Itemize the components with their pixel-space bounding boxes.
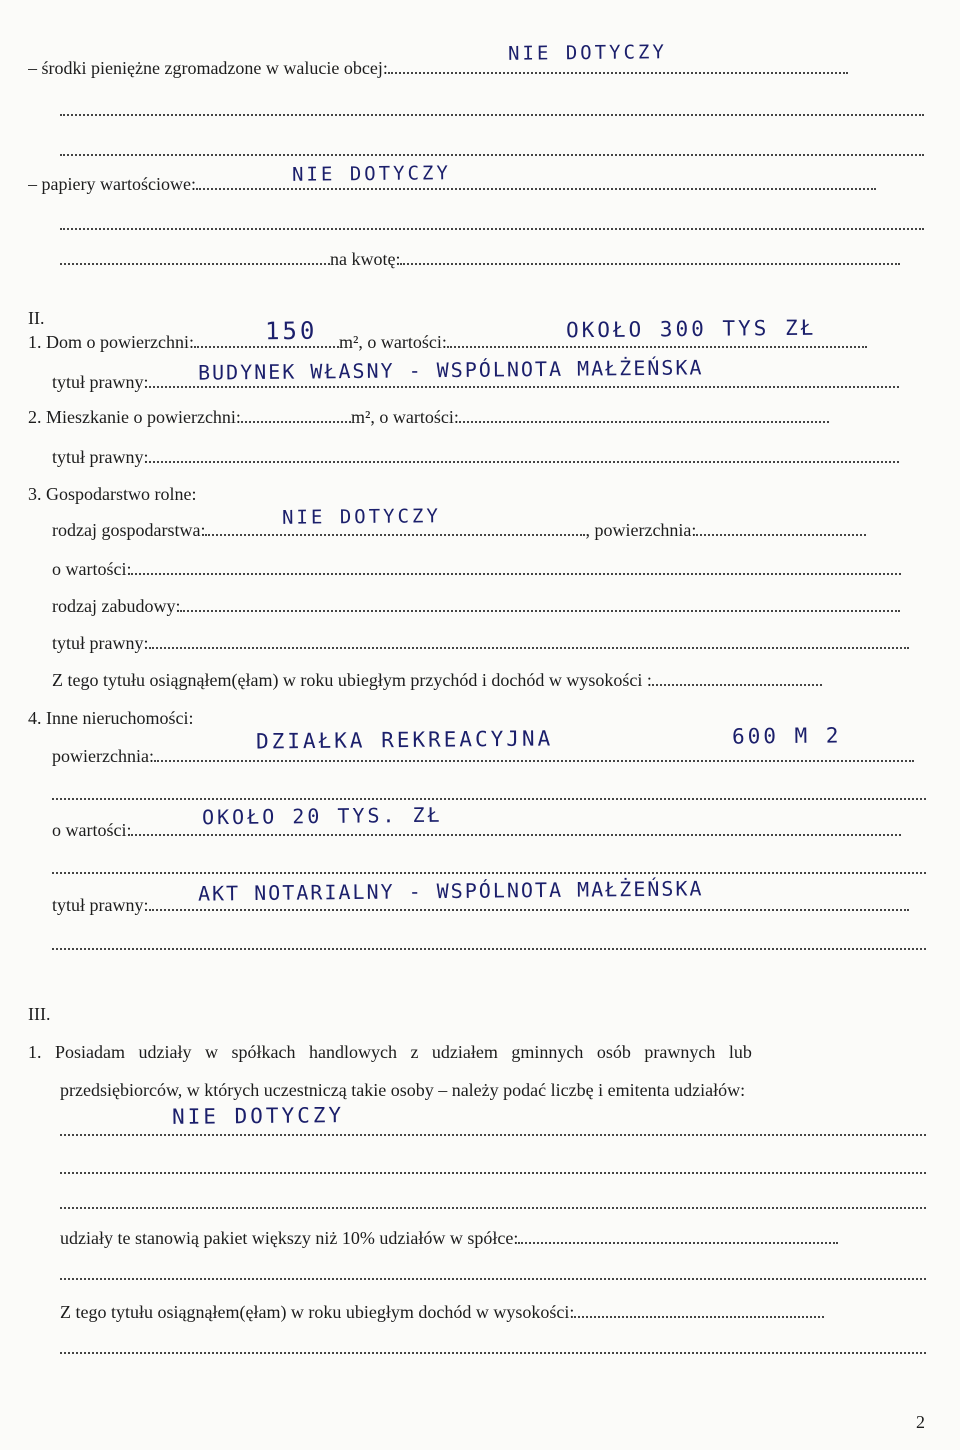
farm-area-label: , powierzchnia: [585,520,697,540]
securities-value: NIE DOTYCZY [291,162,451,186]
house-title-label: tytuł prawny: [52,372,149,392]
shares-value: NIE DOTYCZY [171,1103,345,1129]
blank-row [52,856,928,880]
blank-row [60,1262,928,1286]
farm-title-row [52,631,928,655]
cash-foreign-row [28,56,928,80]
shares-income-row [60,1300,928,1324]
house-value-label: m², o wartości: [338,332,447,352]
farm-buildings-row [52,594,928,618]
securities-row [28,172,928,196]
shares-text-line-2 [60,1078,930,1102]
apartment-title-label: tytuł prawny: [52,447,149,467]
blank-row [60,212,926,236]
farm-title-label: tytuł prawny: [52,633,149,653]
blank-row [52,782,928,806]
blank-row [60,1336,928,1360]
house-label: 1. Dom o powierzchni: [28,332,194,352]
other-value-row [52,818,928,842]
apartment-label: 2. Mieszkanie o powierzchni: [28,407,241,427]
farm-label: 3. Gospodarstwo rolne: [28,484,197,504]
house-title-value: BUDYNEK WŁASNY - WSPÓLNOTA MAŁŻEŃSKA [197,355,704,385]
other-area-label: powierzchnia: [52,746,154,766]
dotted-fill [388,68,848,74]
blank-row [60,98,926,122]
apartment-row [28,405,928,429]
securities-amount-row [60,247,926,271]
house-area-value: 150 [264,316,318,346]
shares-text-line-1 [28,1040,928,1064]
farm-income-row [52,668,928,692]
farm-heading-row [28,482,928,506]
securities-label: – papiery wartościowe: [28,174,196,194]
farm-buildings-label: rodzaj zabudowy: [52,596,181,616]
other-area-value: DZIAŁKA REKREACYJNA [255,726,554,754]
cash-foreign-value: NIE DOTYCZY [507,41,667,65]
farm-value-label: o wartości: [52,559,132,579]
farm-income-label: Z tego tytułu osiągnąłem(ęłam) w roku ubiegłym przychód i dochód w wysokości : [52,670,652,690]
section-3-heading: III. [28,1004,51,1024]
shares-income-label: Z tego tytułu osiągnąłem(ęłam) w roku ubiegłym dochód w wysokości: [60,1302,575,1322]
house-value: OKOŁO 300 TYS ZŁ [565,315,817,343]
blank-row [60,1156,928,1180]
blank-row [52,932,928,956]
cash-foreign-label: – środki pieniężne zgromadzone w walucie obcej: [28,58,388,78]
farm-value-row [52,557,928,581]
shares-packet-label: udziały te stanowią pakiet większy niż 10% udziałów w spółce: [60,1228,519,1248]
page-number: 2 [916,1412,925,1432]
shares-text-2: przedsiębiorców, w których uczestniczą takie osoby – należy podać liczbę i emitenta udziałów: [60,1080,746,1100]
section-2-heading: II. [28,308,45,328]
other-title-label: tytuł prawny: [52,895,149,915]
apartment-value-label: m², o wartości: [350,407,459,427]
farm-type-value: NIE DOTYCZY [281,505,441,529]
farm-type-label: rodzaj gospodarstwa: [52,520,206,540]
other-title-value: AKT NOTARIALNY - WSPÓLNOTA MAŁŻEŃSKA [197,876,704,906]
shares-packet-row [60,1226,928,1250]
securities-amount-label: na kwotę: [330,249,401,269]
other-value-label: o wartości: [52,820,132,840]
farm-type-row [52,518,928,542]
apartment-title-row [52,445,928,469]
other-area-size: 600 M 2 [731,723,842,749]
other-property-label: 4. Inne nieruchomości: [28,708,194,728]
blank-row [60,1191,928,1215]
other-value: OKOŁO 20 TYS. ZŁ [201,802,443,830]
shares-text-1: 1. Posiadam udziały w spółkach handlowych z udziałem gminnych osób prawnych lub [28,1042,752,1062]
blank-row [60,138,926,162]
